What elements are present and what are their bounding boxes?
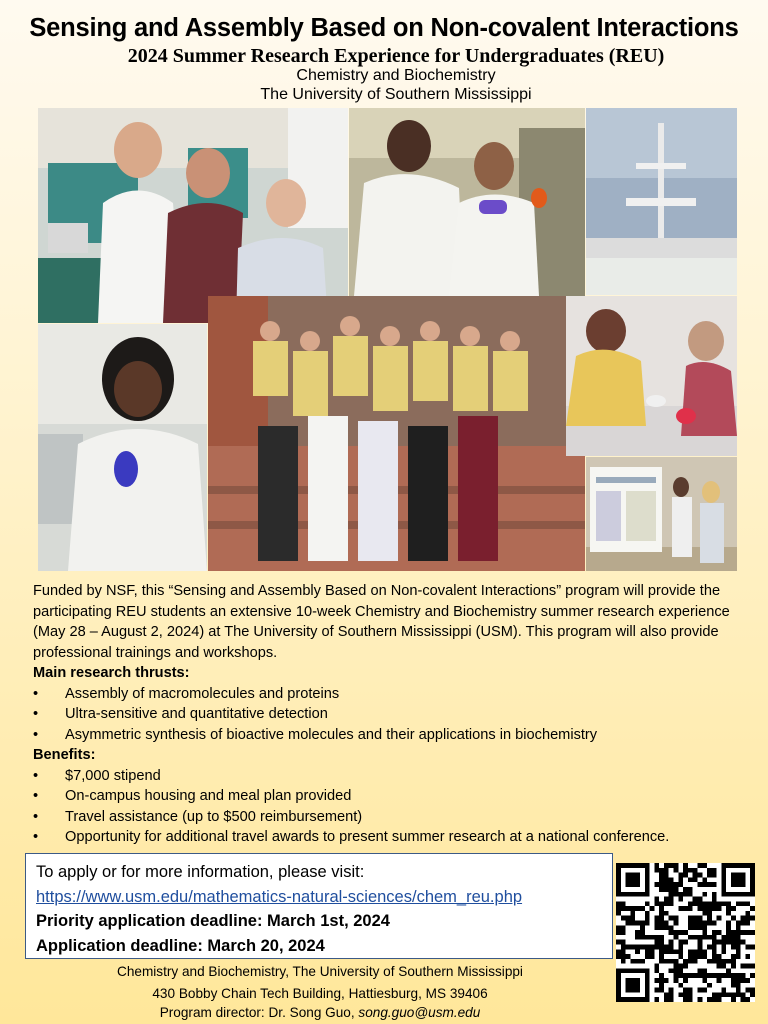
poster-title: Sensing and Assembly Based on Non-covalent Interactions	[29, 14, 739, 42]
photo-research-vessel	[586, 108, 737, 295]
director-email[interactable]: song.guo@usm.edu	[358, 1005, 481, 1020]
apply-info-box	[25, 853, 613, 959]
photo-outreach	[566, 296, 737, 456]
priority-deadline: Priority application deadline: March 1st, 2024	[36, 912, 390, 930]
benefits-list	[33, 766, 743, 848]
poster-subtitle: 2024 Summer Research Experience for Undergraduates (REU)	[127, 45, 665, 67]
footer-director	[0, 1005, 640, 1020]
list-item: • Asymmetric synthesis of bioactive molecules and their applications in biochemistry	[33, 725, 743, 746]
university-name: The University of Southern Mississippi	[260, 86, 532, 103]
list-item: • Assembly of macromolecules and proteins	[33, 684, 743, 705]
list-item: • Opportunity for additional travel awards to present summer research at a national conference.	[33, 827, 743, 848]
department-name: Chemistry and Biochemistry	[296, 67, 496, 84]
footer-address: 430 Bobby Chain Tech Building, Hattiesburg, MS 39406	[152, 986, 488, 1001]
program-description: Funded by NSF, this “Sensing and Assembly Based on Non-covalent Interactions” program will provide the participating REU students an extensive 10-week Chemistry and Biochemistry summer research experience (May 28 – August 2, 2024) at The University of Southern Mississippi (USM). This program will also provide professional trainings and workshops.	[33, 583, 730, 661]
reu-website-link[interactable]: https://www.usm.edu/mathematics-natural-sciences/chem_reu.php	[36, 887, 523, 906]
director-label: Program director: Dr. Song Guo,	[159, 1005, 359, 1020]
list-item: • Ultra-sensitive and quantitative detection	[33, 704, 743, 725]
footer-department: Chemistry and Biochemistry, The University of Southern Mississippi	[117, 964, 523, 979]
qr-code-graphic	[616, 863, 755, 1002]
photo-poster-session	[586, 457, 737, 571]
research-heading: Main research thrusts:	[33, 665, 190, 681]
photo-flask-demo	[349, 108, 585, 296]
list-item: • $7,000 stipend	[33, 766, 743, 787]
photo-student-glove	[38, 324, 207, 571]
photo-group	[208, 296, 585, 571]
list-item: • On-campus housing and meal plan provided	[33, 786, 743, 807]
photo-lab-trio	[38, 108, 348, 323]
apply-intro: To apply or for more information, please visit:	[36, 863, 365, 881]
qr-code[interactable]	[616, 863, 755, 1002]
program-description-section	[33, 581, 743, 848]
research-list	[33, 684, 743, 746]
application-deadline: Application deadline: March 20, 2024	[36, 936, 325, 955]
benefits-heading: Benefits:	[33, 747, 96, 763]
list-item: • Travel assistance (up to $500 reimbursement)	[33, 807, 743, 828]
